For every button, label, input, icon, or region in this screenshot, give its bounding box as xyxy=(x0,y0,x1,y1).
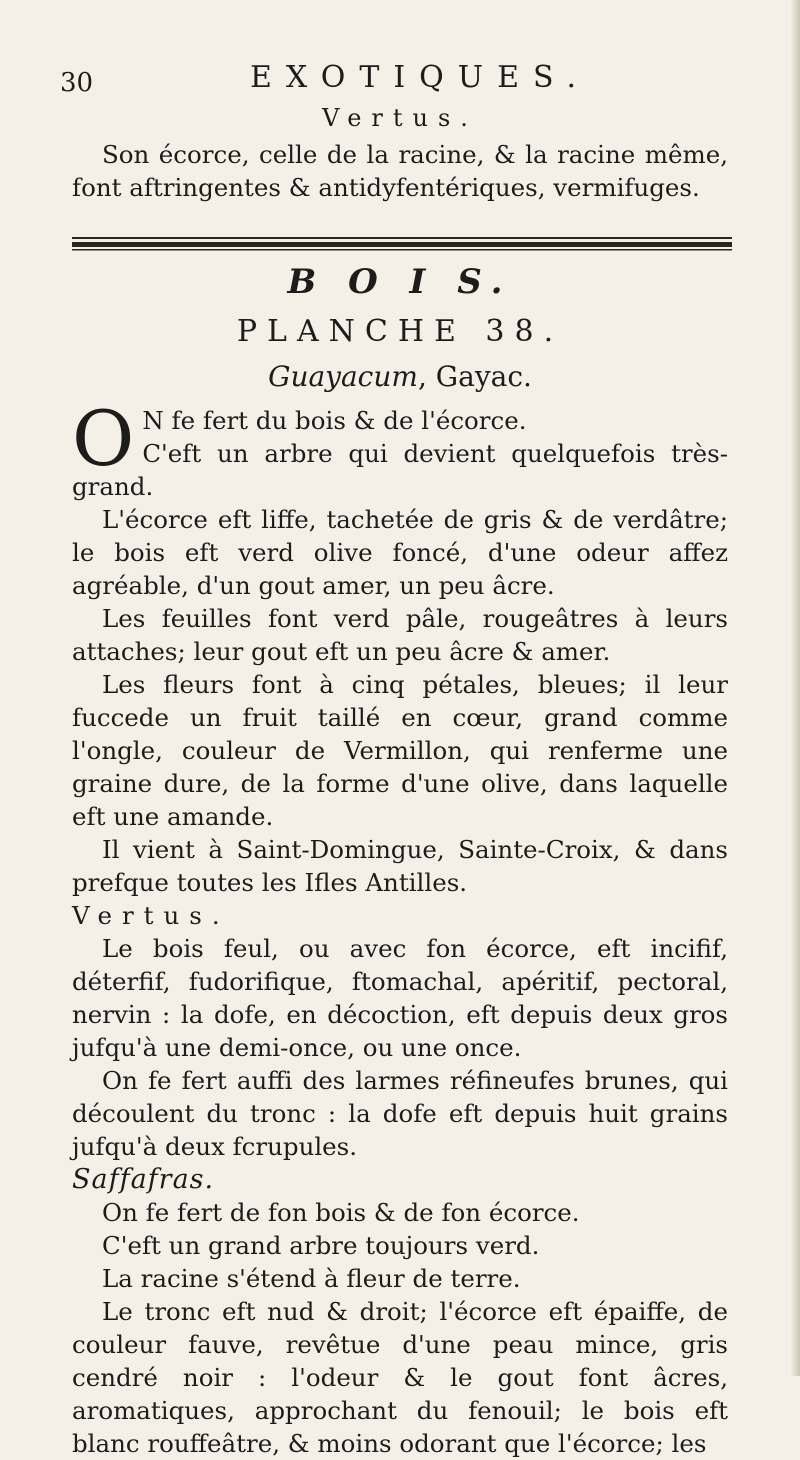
plant-name-separator: , xyxy=(417,360,427,393)
paragraph: Il vient à Saint-Domingue, Sainte-Croix, & dans prefque toutes les Ifles Antilles. xyxy=(72,835,728,897)
plant-latin-name: Guayacum xyxy=(268,360,418,393)
paragraph: Le tronc eft nud & droit; l'écorce eft épaiffe, de couleur fauve, revêtue d'une peau mince, gris cendré noir : l'odeur & le gout font âcres, aromatiques, approchant du fenouil; le bois eft blanc rouffeâtre, & moins odorant que l'écorce; les xyxy=(72,1297,728,1458)
plant-common-name: Gayac. xyxy=(435,360,532,393)
paragraph: Les fleurs font à cinq pétales, bleues; il leur fuccede un fruit taillé en cœur, grand comme l'ongle, couleur de Vermillon, qui renferme une graine dure, de la forme d'une olive, dans laquelle eft une amande. xyxy=(72,670,728,831)
paragraph: On fe fert de fon bois & de fon écorce. xyxy=(102,1198,580,1227)
drop-cap: O xyxy=(72,394,135,483)
page-number: 30 xyxy=(60,68,94,98)
virtues-heading: Vertus. xyxy=(322,104,478,132)
paragraph: L'écorce eft liffe, tachetée de gris & de verdâtre; le bois eft verd olive foncé, d'une odeur affez agréable, d'un gout amer, un peu âcre. xyxy=(72,505,728,600)
paragraph: C'eft un grand arbre toujours verd. xyxy=(102,1231,540,1260)
plate-title: PLANCHE 38. xyxy=(236,314,564,349)
paragraph: C'eft un arbre qui devient quelquefois très-grand. xyxy=(72,439,728,501)
guayacum-description xyxy=(72,394,728,1460)
plant-title xyxy=(0,360,800,393)
paragraph: Les feuilles font verd pâle, rougeâtres à leurs attaches; leur gout eft un peu âcre & amer. xyxy=(72,604,728,666)
ornamental-rule xyxy=(72,236,732,252)
virtues-section-1 xyxy=(72,138,728,204)
running-head: EXOTIQUES. xyxy=(250,60,590,95)
paragraph: La racine s'étend à fleur de terre. xyxy=(102,1264,521,1293)
section-title: B O I S. xyxy=(287,262,513,302)
virtues-text: Son écorce, celle de la racine, & la racine même, font aftringentes & antidyfentériques, vermifuges. xyxy=(72,140,728,202)
paragraph: Le bois feul, ou avec fon écorce, eft incifif, déterfif, fudorifique, ftomachal, apéritif, pectoral, nervin : la dofe, en décoction, eft depuis deux gros jufqu'à une demi-once, ou une once. xyxy=(72,934,728,1062)
plant-heading: Saffafras. xyxy=(72,1164,215,1195)
virtues-heading: Vertus. xyxy=(72,901,230,930)
paragraph: N fe fert du bois & de l'écorce. xyxy=(142,406,527,435)
paragraph: On fe fert auffi des larmes réfineufes brunes, qui découlent du tronc : la dofe eft depuis huit grains jufqu'à deux fcrupules. xyxy=(72,1066,728,1161)
page-edge xyxy=(790,0,800,1376)
